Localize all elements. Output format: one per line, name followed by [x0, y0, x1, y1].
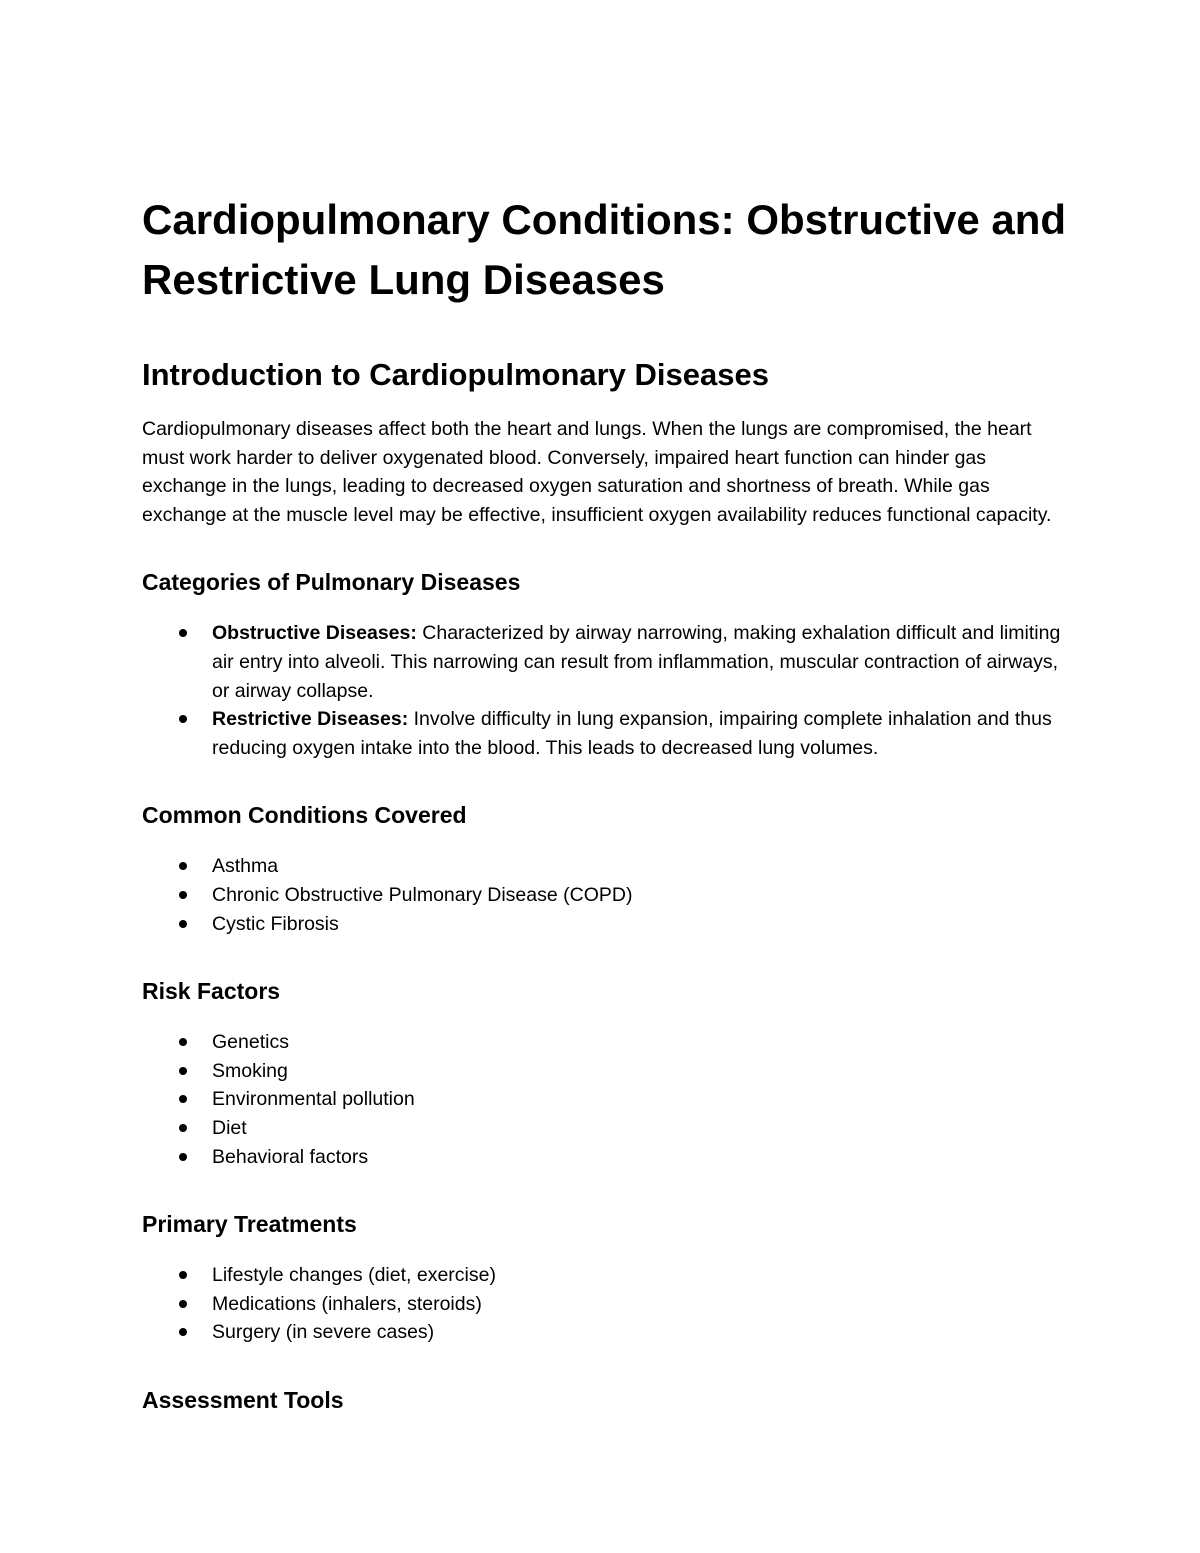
list-item-obstructive: [142, 619, 1070, 705]
term-restrictive: Restrictive Diseases:: [212, 708, 409, 731]
term-obstructive: Obstructive Diseases:: [212, 622, 417, 645]
list-item: Diet: [142, 1114, 1070, 1143]
list-item: Medications (inhalers, steroids): [142, 1290, 1070, 1319]
risk-factors-list: [142, 1028, 1070, 1171]
text-obstructive: Characterized by airway narrowing, making exhalation difficult and limiting air entry into alveoli. This narrowing can result from inflammation, muscular contraction of airways, or airway collapse.: [212, 622, 1061, 702]
list-item: Environmental pollution: [142, 1085, 1070, 1114]
categories-list: [142, 619, 1070, 762]
list-item: Surgery (in severe cases): [142, 1318, 1070, 1347]
list-item: Smoking: [142, 1057, 1070, 1086]
treatments-list: [142, 1261, 1070, 1347]
list-item: Genetics: [142, 1028, 1070, 1057]
conditions-heading: Common Conditions Covered: [142, 802, 467, 829]
list-item: Asthma: [142, 852, 1070, 881]
categories-heading: Categories of Pulmonary Diseases: [142, 569, 521, 596]
intro-paragraph: Cardiopulmonary diseases affect both the heart and lungs. When the lungs are compromised, the heart must work harder to deliver oxygenated blood. Conversely, impaired heart function can hinder gas exchange in the lungs, leading to decreased oxygen saturation and shortness of breath. While gas exchange at the muscle level may be effective, insufficient oxygen availability reduces functional capacity.: [142, 418, 1052, 526]
document-title: Cardiopulmonary Conditions: Obstructive and Restrictive Lung Diseases: [142, 196, 1067, 303]
list-item: Behavioral factors: [142, 1143, 1070, 1172]
conditions-list: [142, 852, 1070, 938]
assessment-heading: Assessment Tools: [142, 1386, 344, 1413]
list-item-restrictive: [142, 705, 1070, 762]
treatments-heading: Primary Treatments: [142, 1211, 357, 1238]
list-item: Lifestyle changes (diet, exercise): [142, 1261, 1070, 1290]
list-item: Cystic Fibrosis: [142, 910, 1070, 939]
list-item: Chronic Obstructive Pulmonary Disease (COPD): [142, 881, 1070, 910]
text-restrictive: Involve difficulty in lung expansion, impairing complete inhalation and thus reducing oxygen intake into the blood. This leads to decreased lung volumes.: [212, 708, 1052, 759]
risk-factors-heading: Risk Factors: [142, 978, 281, 1005]
intro-heading: Introduction to Cardiopulmonary Diseases: [142, 357, 769, 392]
